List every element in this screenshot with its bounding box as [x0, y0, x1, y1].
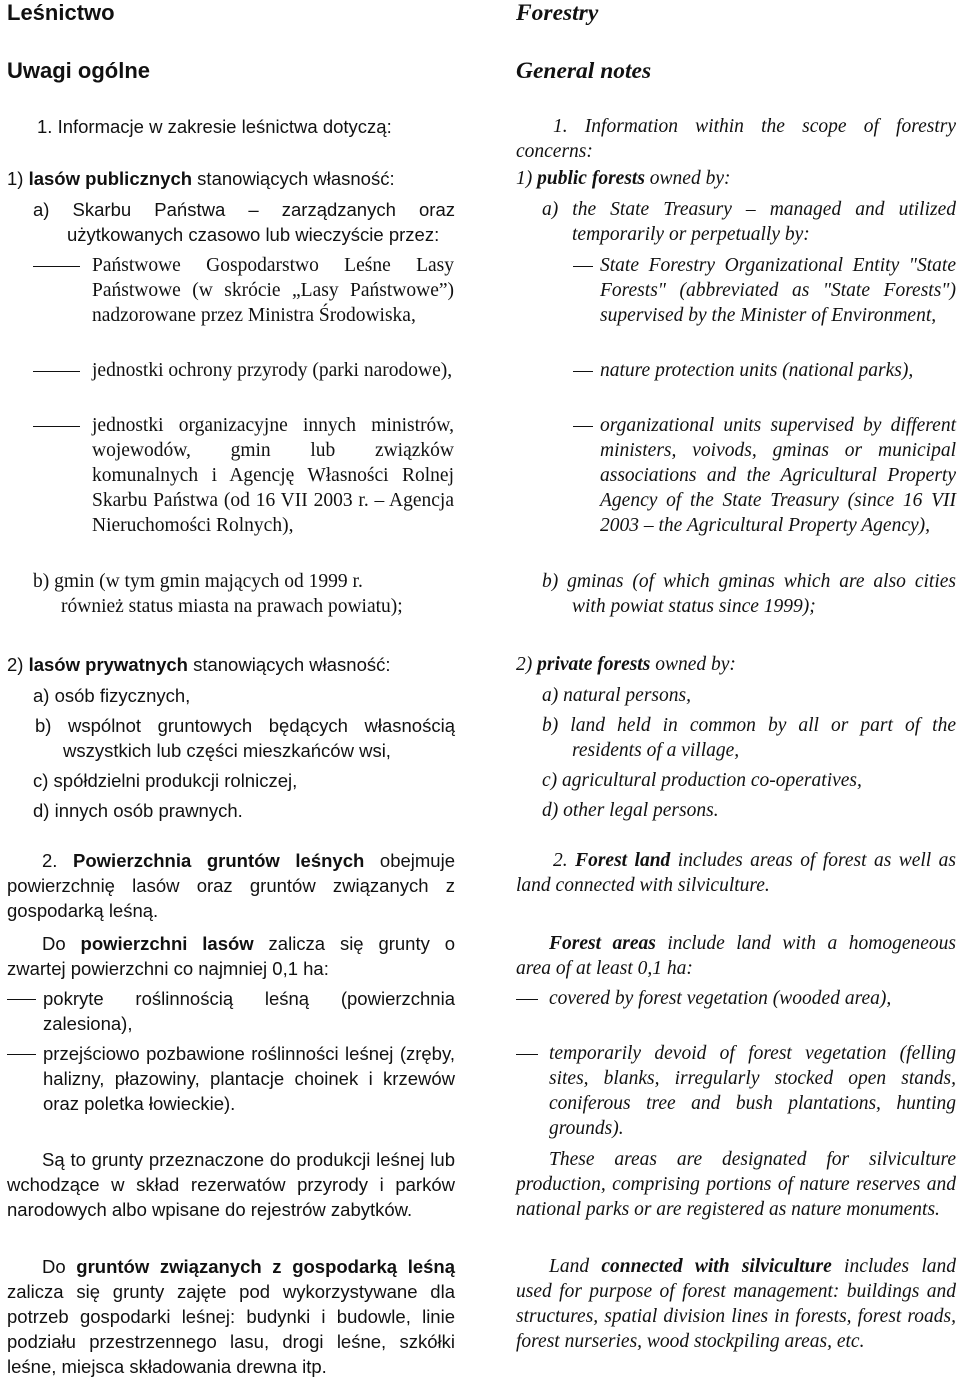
dash-item-pl: pokryte roślinnością leśną (powierzchnia zalesiona),: [7, 986, 455, 1036]
designation-paragraph-en: These areas are designated for silviculture production, comprising portions of nature reserves and national parks or are registered as nature monuments.: [516, 1149, 956, 1220]
gminas-pl-line2: również status miasta na prawach powiatu);: [61, 596, 403, 617]
dash-item-en: nature protection units (national parks),: [516, 358, 956, 383]
state-treasury-pl: a) Skarbu Państwa – zarządzanych oraz użytkowanych czasowo lub wieczyście przez:: [33, 199, 455, 245]
dash-item-pl: jednostki organizacyjne innych ministrów, wojewodów, gmin lub związków komunalnych i Agencję Własności Rolnej Skarbu Państwa (od 16 VII 2003 r. – Agencja Nieruchomości Rolnych),: [7, 413, 454, 538]
dash-item-pl: przejściowo pozbawione roślinności leśnej (zręby, halizny, płazowiny, plantacje choinek i krzewów oraz poletka łowieckie).: [7, 1041, 455, 1116]
legal-persons-en: d) other legal persons.: [542, 800, 719, 821]
dash-item-pl: Państwowe Gospodarstwo Leśne Lasy Państwowe (w skrócie „Lasy Państwowe”) nadzorowane przez Ministra Środowiska,: [7, 253, 454, 328]
natural-persons-en: a) natural persons,: [542, 685, 691, 706]
cooperatives-pl: c) spółdzielni produkcji rolniczej,: [33, 770, 298, 791]
intro-pl: 1. Informacje w zakresie leśnictwa dotyczą:: [37, 116, 392, 137]
public-forests-pl: 1) lasów publicznych stanowiących własność:: [7, 168, 395, 189]
public-forests-en: 1) public forests owned by:: [516, 168, 731, 189]
intro-en: 1. Information within the scope of forestry concerns:: [516, 116, 956, 162]
cooperatives-en: c) agricultural production co-operatives,: [542, 770, 862, 791]
designation-paragraph-pl: Są to grunty przeznaczone do produkcji leśnej lub wchodzące w skład rezerwatów przyrody i parków narodowych albo wpisane do rejestrów zabytków.: [7, 1149, 455, 1220]
silviculture-paragraph-pl: Do gruntów związanych z gospodarką leśną zalicza się grunty zajęte pod wykorzystywane dla potrzeb gospodarki leśnej: budynki i budowle, linie podziału przestrzennego lasu, drogi leśne, szkółki leśne, miejsca składowania drewna itp.: [7, 1256, 455, 1377]
subtitle-en: General notes: [516, 58, 652, 84]
dash-item-en: organizational units supervised by different ministers, voivods, gminas or municipal associations and the Agricultural Property Agency of the State Treasury (since 16 VII 2003 – the Agricultural Property Agency),: [516, 413, 956, 538]
forest-land-paragraph-pl: 2. Powierzchnia gruntów leśnych obejmuje powierzchnię lasów oraz gruntów związanych z gospodarką leśną.: [7, 850, 455, 921]
dash-item-en: covered by forest vegetation (wooded area),: [516, 986, 956, 1011]
subtitle-pl: Uwagi ogólne: [7, 58, 150, 83]
private-forests-pl: 2) lasów prywatnych stanowiących własność:: [7, 654, 391, 675]
dash-item-en: temporarily devoid of forest vegetation (felling sites, blanks, irregularly stocked open stands, coniferous tree and bush plantations, hunting grounds).: [516, 1041, 956, 1141]
gminas-pl-line1: b) gmin (w tym gmin mających od 1999 r.: [33, 571, 363, 592]
forest-land-paragraph-en: 2. Forest land includes areas of forest as well as land connected with silviculture.: [516, 850, 957, 896]
title-pl: Leśnictwo: [7, 0, 115, 25]
common-land-pl: b) wspólnot gruntowych będących własnością wszystkich lub części mieszkańców wsi,: [35, 715, 455, 761]
title-en: Forestry: [516, 0, 599, 26]
private-forests-en: 2) private forests owned by:: [516, 654, 736, 675]
legal-persons-pl: d) innych osób prawnych.: [33, 800, 243, 821]
silviculture-paragraph-en: Land connected with silviculture includes land used for purpose of forest management: buildings and structures, spatial division lines in forests, forest roads, forest nurseries, wood stockpiling areas, etc.: [516, 1256, 956, 1352]
natural-persons-pl: a) osób fizycznych,: [33, 685, 191, 706]
forest-areas-paragraph-en: Forest areas include land with a homogeneous area of at least 0,1 ha:: [516, 933, 956, 979]
state-treasury-en: a) the State Treasury – managed and utilized temporarily or perpetually by:: [542, 199, 956, 245]
dash-item-en: State Forestry Organizational Entity "State Forests" (abbreviated as "State Forests") supervised by the Minister of Environment,: [516, 253, 956, 328]
gminas-en: b) gminas (of which gminas which are also cities with powiat status since 1999);: [542, 571, 956, 617]
forest-areas-paragraph-pl: Do powierzchni lasów zalicza się grunty o zwartej powierzchni co najmniej 0,1 ha:: [7, 933, 456, 979]
common-land-en: b) land held in common by all or part of the residents of a village,: [542, 715, 956, 761]
dash-item-pl: jednostki ochrony przyrody (parki narodowe),: [7, 358, 454, 383]
